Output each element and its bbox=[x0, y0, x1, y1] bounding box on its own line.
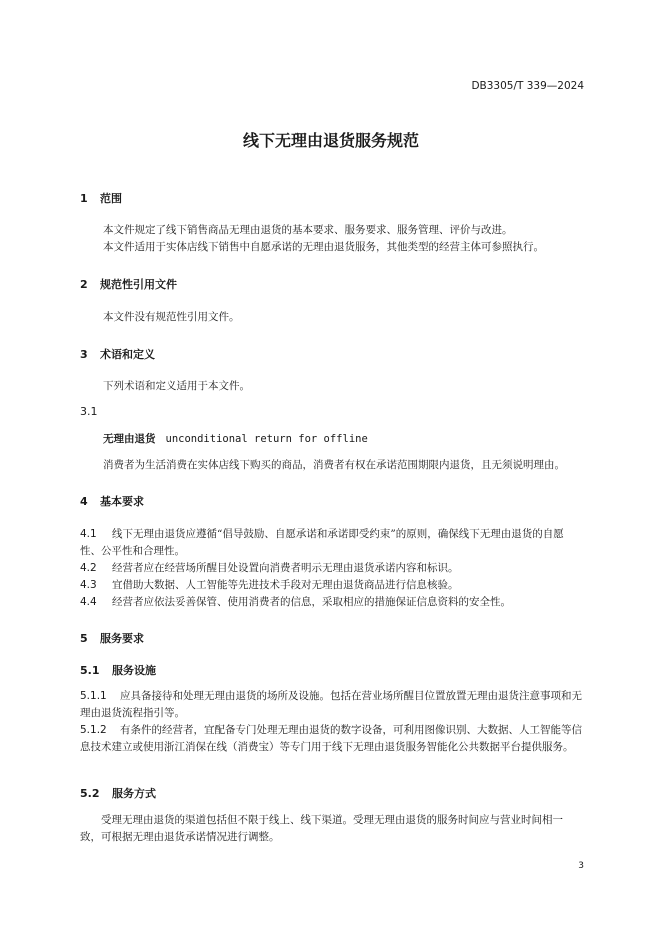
item-number: 5.1.2 bbox=[80, 724, 107, 736]
section-number: 1 bbox=[80, 192, 88, 205]
item-text: 有条件的经营者，宜配备专门处理无理由退货的数字设备，可利用图像识别、大数据、人工智能等信息技术建立或使用浙江消保在线（消费宝）等专门用于线下无理由退货服务智能化公共数据平台提供服务。 bbox=[80, 724, 582, 753]
section-2-paragraph-1: 本文件没有规范性引用文件。 bbox=[103, 311, 240, 323]
section-number: 3 bbox=[80, 348, 88, 361]
item-text: 宜借助大数据、人工智能等先进技术手段对无理由退货商品进行信息核验。 bbox=[112, 579, 459, 591]
subsection-5-1-heading bbox=[80, 662, 156, 678]
subsection-number: 5.1 bbox=[80, 664, 100, 677]
section-number: 2 bbox=[80, 278, 88, 291]
item-number: 4.2 bbox=[80, 562, 97, 574]
section-title: 规范性引用文件 bbox=[100, 278, 177, 291]
section-1-heading bbox=[80, 190, 122, 206]
document-code: DB3305/T 339—2024 bbox=[471, 80, 584, 92]
item-5-1-1 bbox=[80, 688, 582, 722]
document-title: 线下无理由退货服务规范 bbox=[242, 131, 419, 150]
term-3-1-definition: 消费者为生活消费在实体店线下购买的商品，消费者有权在承诺范围期限内退货，且无须说明理由。 bbox=[103, 459, 565, 471]
subsection-title: 服务方式 bbox=[112, 787, 156, 800]
section-number: 4 bbox=[80, 495, 88, 508]
item-text: 线下无理由退货应遵循“倡导鼓励、自愿承诺和承诺即受约束”的原则，确保线下无理由退货的自愿性、公平性和合理性。 bbox=[80, 528, 564, 557]
item-4-4 bbox=[80, 594, 582, 611]
subsection-number: 5.2 bbox=[80, 787, 100, 800]
section-title: 服务要求 bbox=[100, 632, 144, 645]
subsection-title: 服务设施 bbox=[112, 664, 156, 677]
item-number: 5.1.1 bbox=[80, 690, 107, 702]
section-title: 范围 bbox=[100, 192, 122, 205]
section-1-paragraph-2: 本文件适用于实体店线下销售中自愿承诺的无理由退货服务，其他类型的经营主体可参照执行。 bbox=[103, 241, 544, 253]
section-3-heading bbox=[80, 346, 155, 362]
section-title: 基本要求 bbox=[100, 495, 144, 508]
subsection-5-2-heading bbox=[80, 785, 156, 801]
item-4-1 bbox=[80, 526, 582, 560]
page-number: 3 bbox=[578, 861, 584, 871]
subsection-5-2-paragraph: 受理无理由退货的渠道包括但不限于线上、线下渠道。受理无理由退货的服务时间应与营业时间相一致，可根据无理由退货承诺情况进行调整。 bbox=[80, 814, 563, 843]
item-text: 经营者应在经营场所醒目处设置向消费者明示无理由退货承诺内容和标识。 bbox=[112, 562, 459, 574]
term-3-1 bbox=[103, 431, 368, 446]
section-number: 5 bbox=[80, 632, 88, 645]
section-1-paragraph-1: 本文件规定了线下销售商品无理由退货的基本要求、服务要求、服务管理、评价与改进。 bbox=[103, 224, 513, 236]
item-text: 经营者应依法妥善保管、使用消费者的信息，采取相应的措施保证信息资料的安全性。 bbox=[112, 596, 511, 608]
item-4-2 bbox=[80, 560, 582, 577]
item-number: 4.3 bbox=[80, 579, 97, 591]
section-3-paragraph-1: 下列术语和定义适用于本文件。 bbox=[103, 380, 250, 392]
section-title: 术语和定义 bbox=[100, 348, 155, 361]
item-5-1-2 bbox=[80, 722, 582, 756]
item-number: 4.4 bbox=[80, 596, 97, 608]
item-4-3 bbox=[80, 577, 582, 594]
section-2-heading bbox=[80, 276, 177, 292]
item-text: 应具备接待和处理无理由退货的场所及设施。包括在营业场所醒目位置放置无理由退货注意事项和无理由退货流程指引等。 bbox=[80, 690, 582, 719]
term-zh: 无理由退货 bbox=[103, 433, 156, 445]
term-3-1-number: 3.1 bbox=[80, 405, 98, 418]
section-5-heading bbox=[80, 630, 144, 646]
item-number: 4.1 bbox=[80, 528, 97, 540]
term-en: unconditional return for offline bbox=[165, 433, 368, 445]
section-4-heading bbox=[80, 493, 144, 509]
